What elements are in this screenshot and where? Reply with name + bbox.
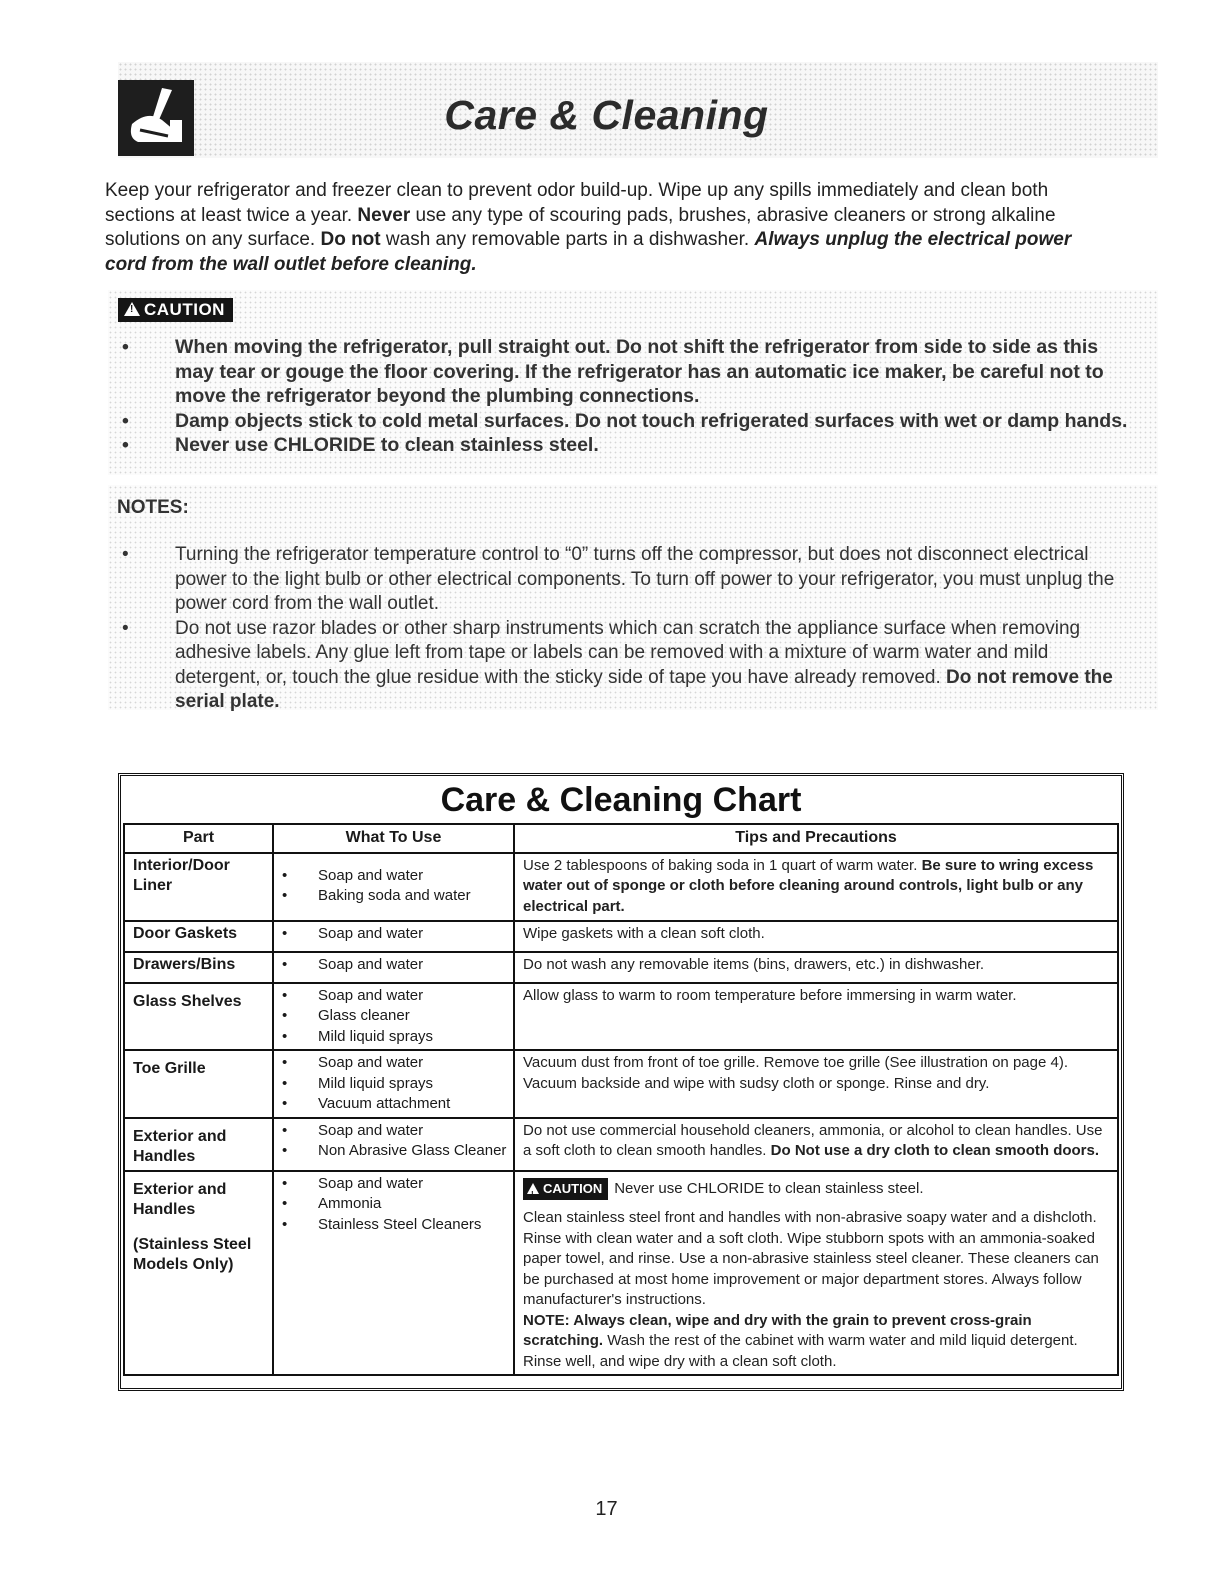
tips-cell: [514, 1171, 1118, 1376]
caution-item: • Never use CHLORIDE to clean stainless steel.: [108, 433, 1138, 458]
table-row: [124, 1050, 1118, 1118]
part-cell: Door Gaskets: [124, 921, 273, 952]
intro-text-1: Keep your refrigerator and freezer clean to prevent odor build-up. Wipe up any spills immediately and clean both sections at least twice a year.: [105, 180, 1049, 226]
use-item: • Soap and water: [282, 1121, 508, 1142]
intro-never: Never: [357, 204, 411, 226]
column-header-what-to-use: What To Use: [273, 824, 514, 853]
tips-cell: Wipe gaskets with a clean soft cloth.: [514, 921, 1118, 952]
use-item: • Soap and water: [282, 1053, 508, 1074]
notes-title: NOTES:: [117, 497, 189, 518]
use-item: • Glass cleaner: [282, 1006, 508, 1027]
intro-text-3: wash any removable parts in a dishwasher.: [380, 229, 755, 250]
tips-cell: Do not wash any removable items (bins, drawers, etc.) in dishwasher.: [514, 952, 1118, 983]
table-row: [124, 952, 1118, 983]
table-row: [124, 921, 1118, 952]
notes-list: [108, 543, 1138, 715]
tips-cell: Do not use commercial household cleaners, ammonia, or alcohol to clean handles. Use a soft cloth to clean smooth handles. Do Not use a dry cloth to clean smooth doors.: [514, 1118, 1118, 1171]
use-cell: [273, 921, 514, 952]
part-note: (Stainless Steel Models Only): [133, 1235, 252, 1273]
use-cell: [273, 952, 514, 983]
table-row: [124, 1171, 1118, 1376]
use-item: • Soap and water: [282, 866, 508, 887]
tips-cell: Allow glass to warm to room temperature before immersing in warm water.: [514, 983, 1118, 1051]
table-row: [124, 853, 1118, 921]
use-item: • Soap and water: [282, 924, 508, 945]
use-cell: [273, 1050, 514, 1118]
part-cell: Interior/Door Liner: [124, 853, 273, 921]
intro-text-2: use any type of scouring pads, brushes, abrasive cleaners or strong alkaline solutions on any surface.: [105, 204, 1056, 250]
caution-list: [108, 335, 1138, 458]
part-cell: Exterior and Handles: [124, 1118, 273, 1171]
use-item: • Non Abrasive Glass Cleaner: [282, 1141, 508, 1162]
intro-unplug-warning: Always unplug the electrical power cord from the wall outlet before cleaning.: [105, 229, 1072, 275]
table-header-row: [124, 824, 1118, 853]
caution-item: • When moving the refrigerator, pull straight out. Do not shift the refrigerator from side to side as this may tear or gouge the floor covering. If the refrigerator has an automatic ice maker, be careful not to move the refrigerator beyond the plumbing connections.: [108, 335, 1138, 409]
tips-cell: Vacuum dust from front of toe grille. Remove toe grille (See illustration on page 4). Vacuum backside and wipe with sudsy cloth or sponge. Rinse and dry.: [514, 1050, 1118, 1118]
stainless-tip: Clean stainless steel front and handles with non-abrasive soapy water and a dishcloth. Rinse with clean water and a soft cloth. Wipe stubborn spots with an ammonia-soaked paper towel, and rinse. Use a non-abrasive stainless steel cleaner. These cleaners can be purchased at most home improvement or major department stores. Always follow manufacturer's instructions. NOTE: Always clean, wipe and dry with the grain to prevent cross-grain scratching. Wash the rest of the cabinet with warm water and mild liquid detergent. Rinse well, and wipe dry with a clean soft cloth.: [523, 1209, 1099, 1370]
part-name: Exterior and Handles: [133, 1180, 227, 1218]
intro-paragraph: [105, 179, 1105, 277]
part-cell: Glass Shelves: [124, 983, 273, 1051]
table-row: [124, 983, 1118, 1051]
intro-do-not: Do not: [320, 229, 381, 250]
caution-box: [108, 290, 1158, 475]
use-item: • Stainless Steel Cleaners: [282, 1215, 508, 1236]
use-item: • Mild liquid sprays: [282, 1074, 508, 1095]
notes-box: [108, 485, 1158, 710]
serial-plate-warning: Do not remove the serial plate.: [175, 666, 1113, 712]
care-cleaning-table: [123, 823, 1119, 1376]
use-item: • Baking soda and water: [282, 886, 508, 907]
chart-title: Care & Cleaning Chart: [440, 781, 802, 819]
column-header-tips: Tips and Precautions: [514, 824, 1118, 853]
warning-triangle-icon: [527, 1183, 539, 1194]
use-cell: [273, 983, 514, 1051]
caution-badge: !CAUTION: [118, 298, 233, 322]
tips-cell: Use 2 tablespoons of baking soda in 1 quart of warm water. Be sure to wring excess water out of sponge or cloth before cleaning around controls, light bulb or any electrical part.: [514, 853, 1118, 921]
part-cell: Drawers/Bins: [124, 952, 273, 983]
column-header-part: Part: [124, 824, 273, 853]
note-item: • Do not use razor blades or other sharp instruments which can scratch the appliance surface when removing adhesive labels. Any glue left from tape or labels can be removed with a mixture of warm water and mild detergent, or, touch the glue residue with the sticky side of tape you have already removed. Do not remove the serial plate.: [108, 617, 1138, 715]
use-cell: [273, 1118, 514, 1171]
page-title: Care & Cleaning: [444, 92, 769, 138]
use-item: • Ammonia: [282, 1194, 508, 1215]
use-item: • Soap and water: [282, 1174, 508, 1195]
use-item: • Vacuum attachment: [282, 1094, 508, 1115]
use-item: • Mild liquid sprays: [282, 1027, 508, 1048]
use-item: • Soap and water: [282, 986, 508, 1007]
use-item: • Soap and water: [282, 955, 508, 976]
warning-triangle-icon: [124, 302, 140, 316]
part-cell: [124, 1171, 273, 1376]
use-cell: [273, 853, 514, 921]
note-item: • Turning the refrigerator temperature control to “0” turns off the compressor, but does not disconnect electrical power to the light bulb or other electrical components. To turn off power to your refrigerator, you must unplug the power cord from the wall outlet.: [108, 543, 1138, 617]
table-row: [124, 1118, 1118, 1171]
caution-badge: !CAUTION: [523, 1178, 608, 1201]
caution-item: • Damp objects stick to cold metal surfaces. Do not touch refrigerated surfaces with wet or damp hands.: [108, 409, 1138, 434]
use-cell: [273, 1171, 514, 1376]
inline-caution: !CAUTION Never use CHLORIDE to clean stainless steel.: [523, 1178, 1112, 1201]
part-cell: Toe Grille: [124, 1050, 273, 1118]
page-number: 17: [595, 1498, 618, 1520]
